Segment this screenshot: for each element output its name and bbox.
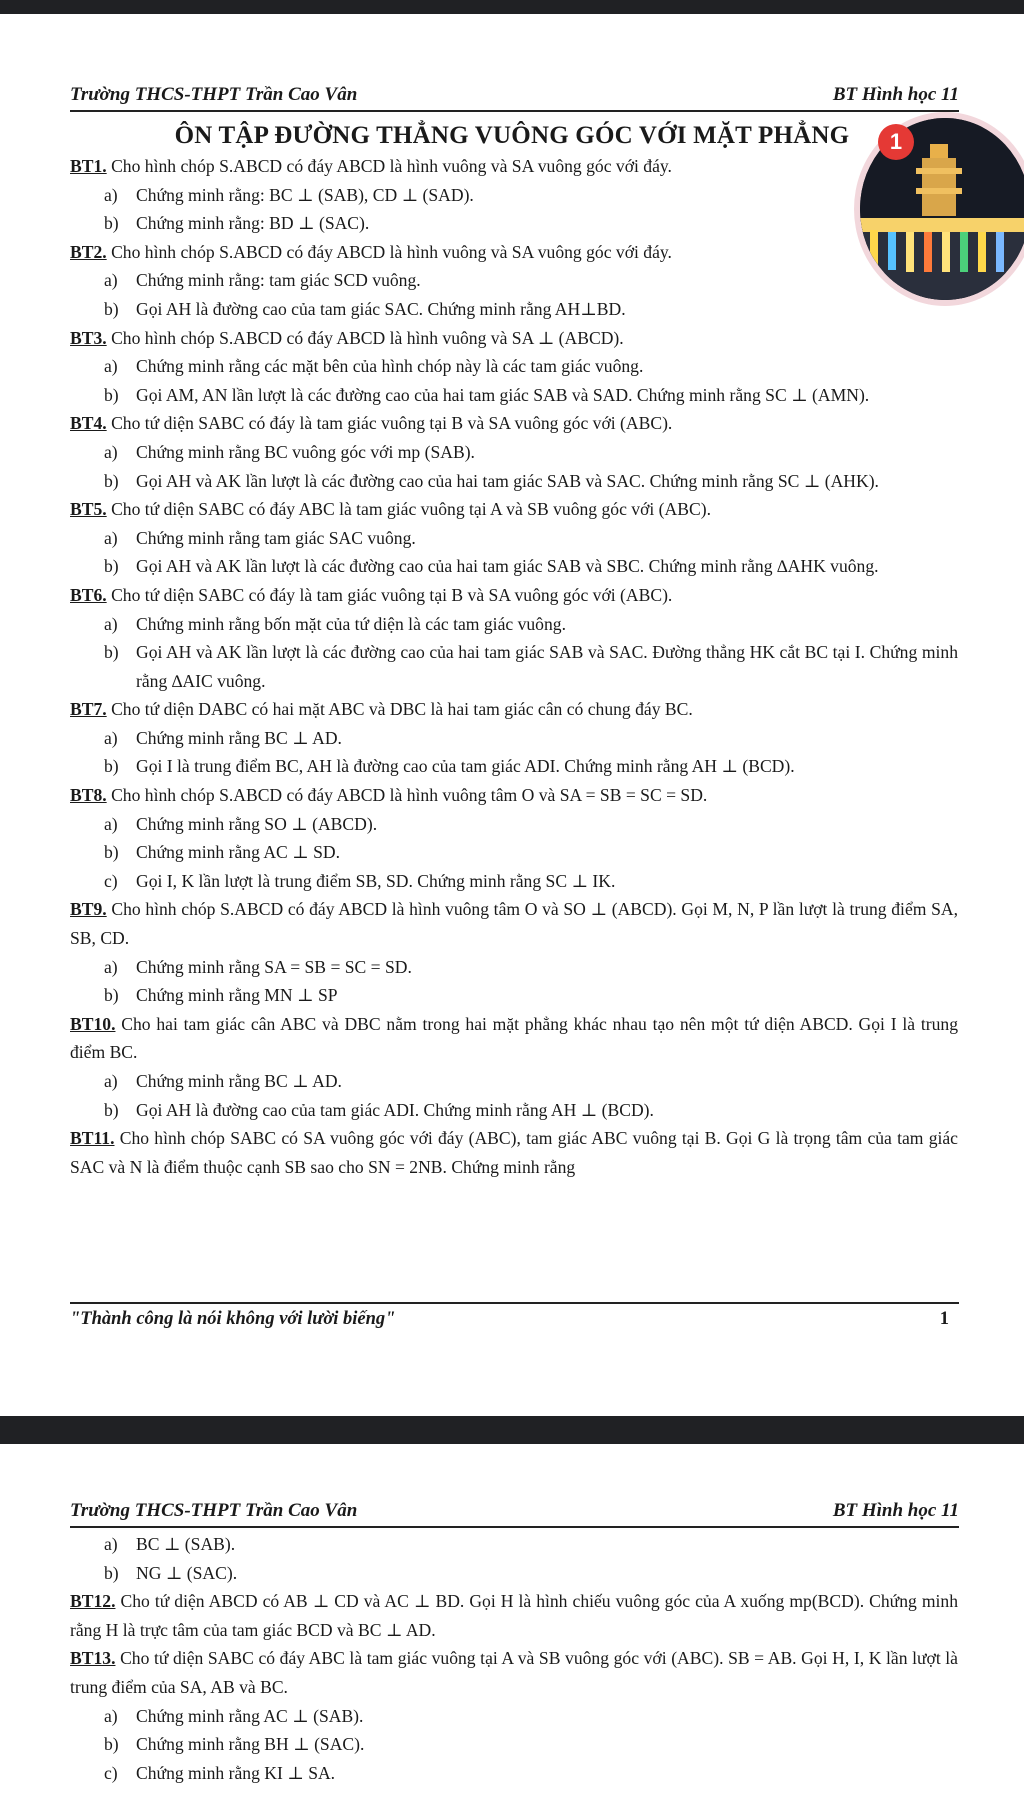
exercise-statement — [70, 152, 958, 181]
exercise-part — [104, 610, 958, 639]
exercise-statement — [70, 1124, 958, 1181]
exercise-text: Cho tứ diện SABC có đáy ABC là tam giác vuông tại A và SB vuông góc với (ABC). SB = AB. Gọi H, I, K lần lượt là trung điểm của SA, AB và BC. — [70, 1648, 958, 1697]
part-label: b) — [104, 470, 119, 491]
exercise-text: Cho hình chóp S.ABCD có đáy ABCD là hình vuông tâm O và SO ⊥ (ABCD). Gọi M, N, P lần lượt là trung điểm SA, SB, CD. — [70, 899, 958, 949]
exercise-label: BT12. — [70, 1591, 116, 1612]
exercise-label: BT10. — [70, 1013, 116, 1034]
exercise-part — [104, 467, 958, 496]
exercise-label: BT8. — [70, 785, 107, 806]
exercise-label: BT1. — [70, 156, 107, 176]
exercise-statement — [70, 495, 958, 524]
part-label: b) — [104, 213, 119, 234]
part-text: NG ⊥ (SAC). — [136, 1562, 238, 1583]
part-label: a) — [104, 1705, 118, 1726]
exercise-part — [104, 1702, 958, 1731]
part-text: Gọi AH và AK lần lượt là các đường cao của hai tam giác SAB và SAC. Chứng minh rằng SC ⊥ (AHK). — [136, 470, 879, 491]
part-label: c) — [104, 870, 118, 891]
exercise-text: Cho tứ diện SABC có đáy ABC là tam giác vuông tại A và SB vuông góc với (ABC). — [106, 499, 711, 520]
exercise-part — [104, 524, 958, 553]
part-text: Chứng minh rằng BC ⊥ AD. — [136, 727, 342, 748]
exercise-text: Cho hình chóp S.ABCD có đáy ABCD là hình vuông và SA ⊥ (ABCD). — [106, 327, 624, 348]
part-text: Chứng minh rằng BC ⊥ AD. — [136, 1071, 342, 1091]
exercise-part — [104, 381, 958, 410]
exercise-statement — [70, 581, 958, 610]
exercise-statement — [70, 1644, 958, 1701]
part-label: b) — [104, 642, 119, 663]
part-text: Gọi AH và AK lần lượt là các đường cao của hai tam giác SAB và SAC. Đường thẳng HK cắt BC tại I. Chứng minh rằng ∆AIC vuông. — [136, 642, 958, 691]
notification-badge[interactable]: 1 — [878, 124, 914, 160]
exercise-text: Cho hình chóp S.ABCD có đáy ABCD là hình vuông tâm O và SA = SB = SC = SD. — [106, 785, 708, 806]
part-label: b) — [104, 985, 119, 1006]
exercise-label: BT7. — [70, 699, 107, 720]
page-separator — [0, 1416, 1024, 1444]
exercise-list — [70, 152, 958, 1181]
part-label: a) — [104, 527, 118, 548]
school-name: Trường THCS-THPT Trần Cao Vân — [70, 1500, 358, 1521]
exercise-part — [104, 266, 958, 295]
part-text: Chứng minh rằng: BD ⊥ (SAC). — [136, 213, 370, 234]
part-text: Chứng minh rằng SA = SB = SC = SD. — [136, 956, 412, 977]
part-label: a) — [104, 184, 118, 205]
viewer-top-bar — [0, 0, 1024, 14]
exercise-label: BT9. — [70, 899, 107, 920]
exercise-part — [104, 638, 958, 695]
part-label: b) — [104, 556, 119, 577]
part-text: Chứng minh rằng AC ⊥ (SAB). — [136, 1705, 364, 1726]
part-label: a) — [104, 813, 118, 834]
exercise-part — [104, 838, 958, 867]
exercise-part — [104, 352, 958, 381]
exercise-text: Cho tứ diện SABC có đáy là tam giác vuông tại B và SA vuông góc với (ABC). — [106, 413, 673, 434]
subject-name: BT Hình học 11 — [832, 84, 959, 105]
exercise-part — [104, 981, 958, 1010]
exercise-statement — [70, 695, 958, 724]
part-text: Chứng minh rằng KI ⊥ SA. — [136, 1762, 336, 1783]
footer-quote: "Thành công là nói không với lười biếng" — [70, 1309, 396, 1329]
exercise-label: BT6. — [70, 584, 107, 605]
exercise-part — [104, 552, 958, 581]
part-label: a) — [104, 727, 118, 748]
exercise-part — [104, 1096, 958, 1125]
exercise-part — [104, 810, 958, 839]
exercise-list — [70, 1530, 958, 1787]
exercise-statement — [70, 1010, 958, 1067]
exercise-part — [104, 1067, 958, 1096]
exercise-part — [104, 181, 958, 210]
part-text: Chứng minh rằng AC ⊥ SD. — [136, 842, 340, 863]
exercise-text: Cho hình chóp S.ABCD có đáy ABCD là hình vuông và SA vuông góc với đáy. — [106, 241, 672, 262]
exercise-text: Cho tứ diện ABCD có AB ⊥ CD và AC ⊥ BD. Gọi H là hình chiếu vuông góc của A xuống mp(BCD). Chứng minh rằng H là trực tâm của tam giác BCD và BC ⊥ AD. — [70, 1591, 958, 1640]
school-name: Trường THCS-THPT Trần Cao Vân — [70, 84, 358, 105]
part-text: Chứng minh rằng MN ⊥ SP — [136, 985, 338, 1006]
exercise-part — [104, 724, 958, 753]
part-label: a) — [104, 270, 118, 291]
part-label: c) — [104, 1762, 118, 1783]
part-label: b) — [104, 1734, 119, 1755]
part-label: b) — [104, 842, 119, 863]
exercise-statement — [70, 895, 958, 952]
part-label: a) — [104, 1071, 118, 1091]
exercise-label: BT3. — [70, 327, 107, 348]
part-text: Chứng minh rằng: tam giác SCD vuông. — [136, 270, 421, 291]
part-label: a) — [104, 356, 118, 377]
part-text: Gọi I là trung điểm BC, AH là đường cao của tam giác ADI. Chứng minh rằng AH ⊥ (BCD). — [136, 756, 795, 777]
exercise-statement — [70, 781, 958, 810]
exercise-part — [104, 438, 958, 467]
exercise-part — [104, 1559, 958, 1588]
exercise-label: BT5. — [70, 499, 107, 520]
exercise-label: BT2. — [70, 241, 107, 262]
part-text: Chứng minh rằng các mặt bên của hình chóp này là các tam giác vuông. — [136, 356, 644, 377]
exercise-statement — [70, 324, 958, 353]
exercise-text: Cho tứ diện DABC có hai mặt ABC và DBC là hai tam giác cân có chung đáy BC. — [106, 699, 693, 720]
document-page-2 — [0, 1444, 1024, 1820]
document-title: ÔN TẬP ĐƯỜNG THẲNG VUÔNG GÓC VỚI MẶT PHẲNG — [174, 122, 850, 149]
part-label: b) — [104, 384, 119, 405]
part-label: b) — [104, 1562, 119, 1583]
part-label: a) — [104, 441, 118, 462]
exercise-part — [104, 209, 958, 238]
subject-name: BT Hình học 11 — [832, 1500, 959, 1521]
part-label: a) — [104, 1534, 118, 1554]
page-footer — [70, 1302, 959, 1330]
exercise-part — [104, 1530, 958, 1559]
part-text: Gọi AH và AK lần lượt là các đường cao của hai tam giác SAB và SBC. Chứng minh rằng ∆AHK vuông. — [136, 556, 879, 577]
exercise-part — [104, 867, 958, 896]
part-label: a) — [104, 956, 118, 977]
exercise-part — [104, 953, 958, 982]
exercise-statement — [70, 238, 958, 267]
part-text: Gọi AM, AN lần lượt là các đường cao của hai tam giác SAB và SAD. Chứng minh rằng SC ⊥ (AMN). — [136, 384, 870, 405]
exercise-part — [104, 1759, 958, 1788]
part-text: Gọi AH là đường cao của tam giác ADI. Chứng minh rằng AH ⊥ (BCD). — [136, 1099, 654, 1120]
page-header — [70, 70, 959, 112]
exercise-text: Cho hình chóp SABC có SA vuông góc với đáy (ABC), tam giác ABC vuông tại B. Gọi G là trọng tâm của tam giác SAC và N là điểm thuộc cạnh SB sao cho SN = 2NB. Chứng minh rằng — [70, 1128, 958, 1177]
exercise-statement — [70, 409, 958, 438]
exercise-part — [104, 752, 958, 781]
exercise-text: Cho tứ diện SABC có đáy là tam giác vuông tại B và SA vuông góc với (ABC). — [106, 584, 673, 605]
exercise-text: Cho hai tam giác cân ABC và DBC nằm trong hai mặt phẳng khác nhau tạo nên một tứ diện ABCD. Gọi I là trung điểm BC. — [70, 1013, 958, 1063]
part-text: Chứng minh rằng bốn mặt của tứ diện là các tam giác vuông. — [136, 613, 566, 634]
part-label: b) — [104, 756, 119, 777]
page-number: 1 — [939, 1309, 949, 1329]
part-text: Chứng minh rằng: BC ⊥ (SAB), CD ⊥ (SAD). — [136, 184, 474, 205]
part-text: Chứng minh rằng BC vuông góc với mp (SAB). — [136, 441, 475, 462]
exercise-text: Cho hình chóp S.ABCD có đáy ABCD là hình vuông và SA vuông góc với đáy. — [106, 156, 672, 176]
exercise-label: BT13. — [70, 1648, 116, 1669]
part-label: b) — [104, 298, 119, 319]
part-label: b) — [104, 1099, 119, 1120]
part-label: a) — [104, 613, 118, 634]
exercise-part — [104, 295, 958, 324]
exercise-label: BT11. — [70, 1128, 115, 1149]
exercise-label: BT4. — [70, 413, 107, 434]
part-text: Gọi AH là đường cao của tam giác SAC. Chứng minh rằng AH⊥BD. — [136, 298, 626, 319]
part-text: Chứng minh rằng tam giác SAC vuông. — [136, 527, 416, 548]
part-text: BC ⊥ (SAB). — [136, 1534, 236, 1554]
part-text: Chứng minh rằng BH ⊥ (SAC). — [136, 1734, 365, 1755]
part-text: Chứng minh rằng SO ⊥ (ABCD). — [136, 813, 378, 834]
part-text: Gọi I, K lần lượt là trung điểm SB, SD. Chứng minh rằng SC ⊥ IK. — [136, 870, 616, 891]
page-header — [70, 1486, 959, 1528]
exercise-statement — [70, 1587, 958, 1644]
exercise-part — [104, 1730, 958, 1759]
